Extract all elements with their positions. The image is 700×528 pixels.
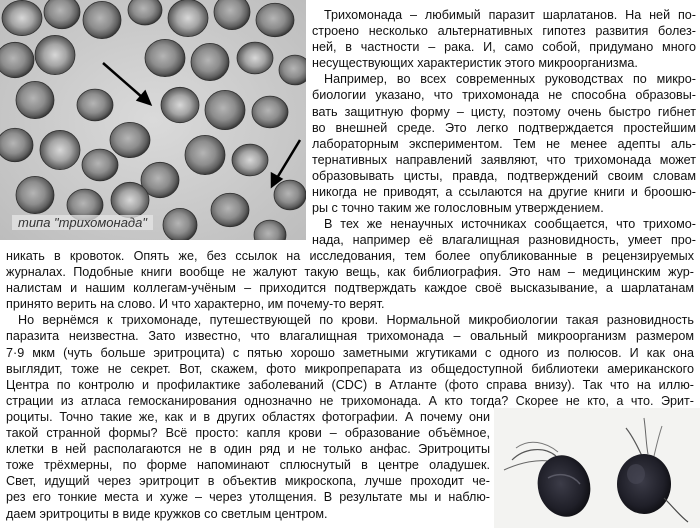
blood-cell (256, 3, 294, 36)
text-line: нада, например её влагалищная разновидность, умеет про- (312, 233, 696, 248)
blood-cell (191, 43, 229, 80)
text-line: никать в кровоток. Опять же, без ссылок на исследования, тем более опубликованные в рецензируемых (6, 249, 694, 263)
text-line: биологии указано, что трихомонада не способна образовы- (312, 88, 696, 103)
blood-cell (168, 0, 208, 37)
text-line: Трихомонада – любимый паразит шарлатанов. На ней по- (324, 8, 696, 22)
text-line: несуществующих характеристик этого микроорганизма. (312, 56, 638, 71)
text-line: клетки в ней располагаются не в один ряд и не только анфас. Эритроциты (6, 442, 490, 457)
text-line: В тех же ненаучных источниках сообщается, что трихомо- (324, 217, 696, 232)
text-line: никогда не приводят, а ссылаются на другие книги и броошю- (312, 185, 696, 200)
text-line: 7·9 мкм (чуть больше эритроцита) с пятью хорошо заметными жгутиками с одного из полюсов. И как она (6, 345, 694, 360)
blood-cell (279, 55, 306, 85)
text-line: роциты. Точно такие же, как и в других областях фотографии. А почему они (6, 410, 490, 424)
text-line: паразита неизвестна. Зато известно, что влагалищная трихомонада – овальный микроорганизм размером (6, 329, 694, 344)
text-line: Свет, идущий через эритроцит в объектив микроскопа, лучше проходит че- (6, 474, 490, 489)
right-text-column (312, 7, 696, 248)
trichomonas-micrograph (494, 408, 700, 528)
text-line: Центра по контролю и профилактике заболеваний (CDC) в Атланте (фото справа внизу). Так что на иллю- (6, 377, 694, 392)
blood-cell (110, 122, 150, 157)
text-line: строено несколько альтернативных гипотез развития болез- (312, 24, 696, 39)
text-line: принято верить на слово. И что характерно, им почему-то верят. (6, 297, 385, 312)
text-line: выглядит, тоже не секрет. Вот, скажем, фото микропрепарата из общедоступной библиотеки американского (6, 361, 694, 376)
text-line: лабораторным экспериментом. Тем не менее адепты аль- (312, 136, 696, 151)
blood-cell (205, 90, 245, 129)
left-bottom-text (6, 409, 490, 522)
blood-cell (185, 135, 225, 174)
text-line: тернативных направлений заявляют, что трихомонада может (312, 152, 696, 167)
text-line: ней, в частности – рака. И, само собой, придумано много (312, 40, 696, 55)
text-line: Например, во всех современных руководствах по микро- (324, 72, 696, 87)
blood-cell (163, 208, 197, 240)
blood-cell (211, 193, 249, 226)
blood-cell (0, 128, 33, 161)
text-line: даем эритроциты в виде кружков со светлым центром. (6, 506, 328, 521)
blood-cell (77, 89, 113, 121)
text-line: страции из атласа гемосканирования однозначно не трихомонада. А кто тогда? Скорее не кто, а что. Эрит- (6, 393, 694, 408)
text-line: тоже трёхмерны, по форме напоминают сплюснутый в центре оладушек. (6, 458, 490, 473)
text-line: рез его тонкие места и хуже – через утолщения. В результате мы и наблю- (6, 490, 490, 505)
blood-cell (145, 39, 185, 76)
blood-cell (274, 180, 306, 210)
blood-cell (2, 0, 42, 35)
text-line: во внешней среде. Это легко подтверждается простейшим (312, 120, 696, 135)
text-line: такой странной формы? Всё просто: капля крови – образование объёмное, (6, 426, 490, 441)
text-line: журналах. Подобные книги вообще не жалуют такую вещь, как библиография. Это нам – медицинским жур- (6, 265, 694, 280)
blood-cell (111, 182, 149, 217)
blood-cell (82, 149, 118, 181)
blood-cell (0, 42, 34, 77)
full-width-text (6, 248, 694, 409)
trichomonas-illustration (494, 408, 700, 528)
text-line: ры с точно таким же голословным утверждением. (312, 201, 604, 216)
blood-cell (44, 0, 80, 29)
text-line: Но вернёмся к трихомонаде, путешествующей по крови. Нормальной микробиологии такая разновидность (18, 313, 694, 328)
blood-cell (232, 144, 268, 176)
photo-caption: типа "трихомонада" (12, 215, 153, 230)
blood-cell (16, 81, 54, 118)
blood-cell (252, 96, 288, 128)
blood-cell (237, 42, 273, 74)
blood-cell (83, 1, 121, 38)
text-line: вать защитную форму – цисту, поэтому очень быстро гибнет (312, 104, 696, 119)
text-line: налистам и нашим коллегам-учёным – приходится подтверждать каждое своё высказывание, а шарлатанам (6, 281, 694, 296)
blood-cells-photo (0, 0, 306, 240)
text-line: образовывать цисты, правда, подтверждений своим словам (312, 168, 696, 183)
blood-cell (40, 130, 80, 169)
blood-cell (35, 35, 75, 74)
blood-cell (16, 176, 54, 213)
blood-cell (161, 87, 199, 122)
blood-cells-illustration (0, 0, 306, 240)
